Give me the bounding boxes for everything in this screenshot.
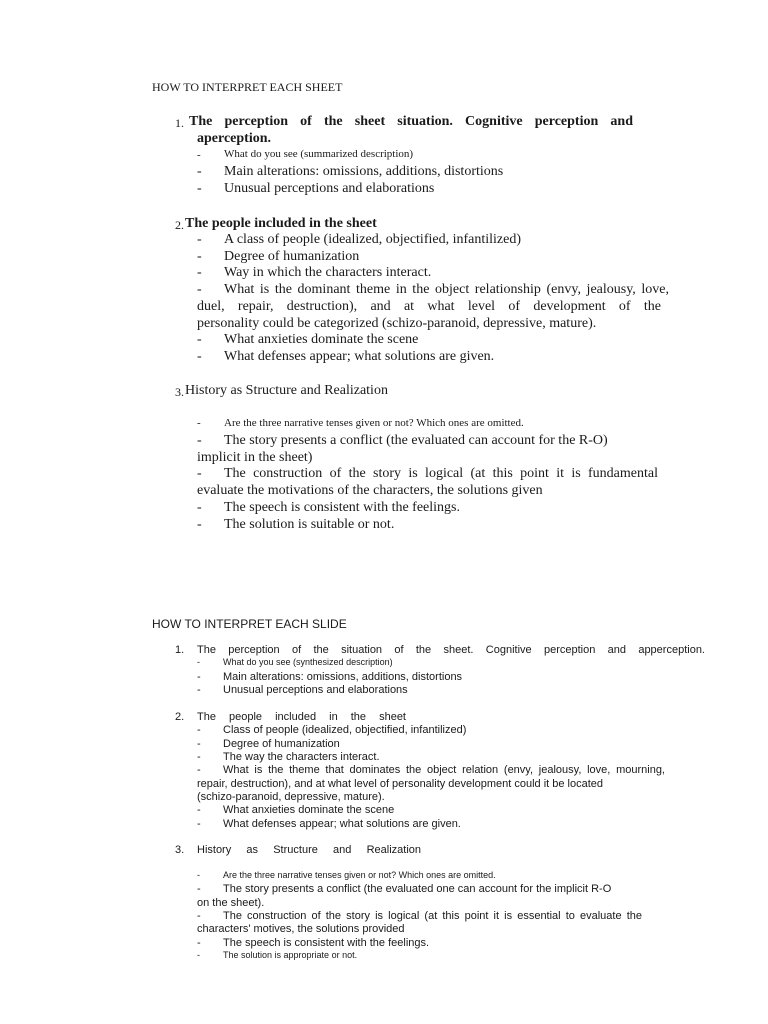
list-item: What defenses appear; what solutions are given.	[224, 349, 495, 364]
section-2-heading: The people included in the sheet	[197, 711, 406, 723]
page-title-slide: HOW TO INTERPRET EACH SLIDE	[152, 617, 347, 631]
list-item-line-2: implicit in the sheet)	[197, 450, 313, 465]
list-item: What anxieties dominate the scene	[223, 804, 395, 816]
bullet-dash: -	[197, 764, 201, 776]
list-item: The speech is consistent with the feelings.	[223, 937, 430, 949]
bullet-dash: -	[197, 517, 202, 532]
list-item-long-line-3: (schizo-paranoid, depressive, mature).	[197, 791, 385, 803]
bullet-dash: -	[197, 282, 202, 297]
list-item-line-2: evaluate the motivations of the characters, the solutions given	[197, 483, 543, 498]
list-item: Class of people (idealized, objectified, infantilized)	[223, 724, 467, 736]
section-3-number: 3.	[175, 385, 184, 399]
list-item-line-1: The construction of the story is logical (at this point it is fundamental	[224, 466, 658, 481]
bullet-dash: -	[197, 181, 202, 196]
list-item: What do you see (summarized description)	[224, 148, 414, 160]
bullet-dash: -	[197, 164, 202, 179]
bullet-dash: -	[197, 249, 202, 264]
bullet-dash: -	[197, 149, 201, 161]
section-1-heading: The perception of the situation of the sheet. Cognitive perception and apperception.	[197, 644, 705, 656]
section-2-heading: The people included in the sheet	[185, 216, 377, 231]
section-1-number: 1.	[175, 644, 185, 656]
list-item: The speech is consistent with the feelings.	[224, 500, 460, 515]
list-item: Main alterations: omissions, additions, distortions	[223, 671, 463, 683]
bullet-dash: -	[197, 883, 201, 895]
list-item-line-1: The story presents a conflict (the evaluated one can account for the implicit R-O	[223, 883, 612, 895]
section-1-heading-cont: aperception.	[197, 131, 272, 146]
bullet-dash: -	[197, 738, 201, 750]
list-item: Main alterations: omissions, additions, distortions	[224, 164, 504, 179]
bullet-dash: -	[197, 232, 202, 247]
bullet-dash: -	[197, 433, 202, 448]
bullet-dash: -	[197, 657, 200, 667]
list-item: The solution is suitable or not.	[224, 517, 395, 532]
bullet-dash: -	[197, 466, 202, 481]
list-item: Degree of humanization	[224, 249, 360, 264]
section-2-number: 2.	[175, 218, 184, 232]
bullet-dash: -	[197, 910, 201, 922]
section-3-number: 3.	[175, 844, 185, 856]
list-item-line-1: The construction of the story is logical (at this point it is essential to evaluate the	[223, 910, 642, 922]
list-item-line-2: characters' motives, the solutions provided	[197, 923, 405, 935]
bullet-dash: -	[197, 950, 200, 960]
bullet-dash: -	[197, 332, 202, 347]
list-item: What defenses appear; what solutions are given.	[223, 818, 461, 830]
list-item-line-1: The story presents a conflict (the evaluated can account for the R-O)	[224, 433, 608, 448]
bullet-dash: -	[197, 937, 201, 949]
bullet-dash: -	[197, 724, 201, 736]
list-item: Are the three narrative tenses given or not? Which ones are omitted.	[224, 417, 524, 429]
list-item: What anxieties dominate the scene	[224, 332, 419, 347]
list-item: A class of people (idealized, objectified, infantilized)	[224, 232, 521, 247]
list-item-line-2: on the sheet).	[197, 897, 265, 909]
list-item: The solution is appropriate or not.	[223, 950, 358, 960]
bullet-dash: -	[197, 417, 201, 429]
section-3-heading: History as Structure and Realization	[185, 383, 388, 398]
list-item-long-line-3: personality could be categorized (schizo-paranoid, depressive, mature).	[197, 316, 597, 331]
bullet-dash: -	[197, 818, 201, 830]
bullet-dash: -	[197, 265, 202, 280]
section-2-number: 2.	[175, 711, 185, 723]
list-item-long-line-2: repair, destruction), and at what level of personality development could it be located	[197, 778, 604, 790]
list-item-long-line-1: What is the dominant theme in the object relationship (envy, jealousy, love,	[224, 282, 669, 297]
list-item: Are the three narrative tenses given or not? Which ones are omitted.	[223, 870, 496, 880]
list-item: The way the characters interact.	[223, 751, 380, 763]
list-item-long-line-1: What is the theme that dominates the object relation (envy, jealousy, love, mourning,	[223, 764, 665, 776]
bullet-dash: -	[197, 751, 201, 763]
list-item: Degree of humanization	[223, 738, 340, 750]
bullet-dash: -	[197, 500, 202, 515]
bullet-dash: -	[197, 684, 201, 696]
list-item: What do you see (synthesized description)	[223, 657, 393, 667]
section-1-heading: The perception of the sheet situation. Cognitive perception and	[189, 114, 633, 129]
bullet-dash: -	[197, 870, 200, 880]
list-item: Way in which the characters interact.	[224, 265, 432, 280]
list-item: Unusual perceptions and elaborations	[224, 181, 435, 196]
bullet-dash: -	[197, 804, 201, 816]
bullet-dash: -	[197, 671, 201, 683]
section-1-number: 1.	[175, 116, 184, 130]
list-item: Unusual perceptions and elaborations	[223, 684, 408, 696]
page-title-sheet: HOW TO INTERPRET EACH SHEET	[152, 80, 343, 94]
list-item-long-line-2: duel, repair, destruction), and at what level of development of the	[197, 299, 661, 314]
bullet-dash: -	[197, 349, 202, 364]
section-3-heading: History as Structure and Realization	[197, 844, 421, 856]
